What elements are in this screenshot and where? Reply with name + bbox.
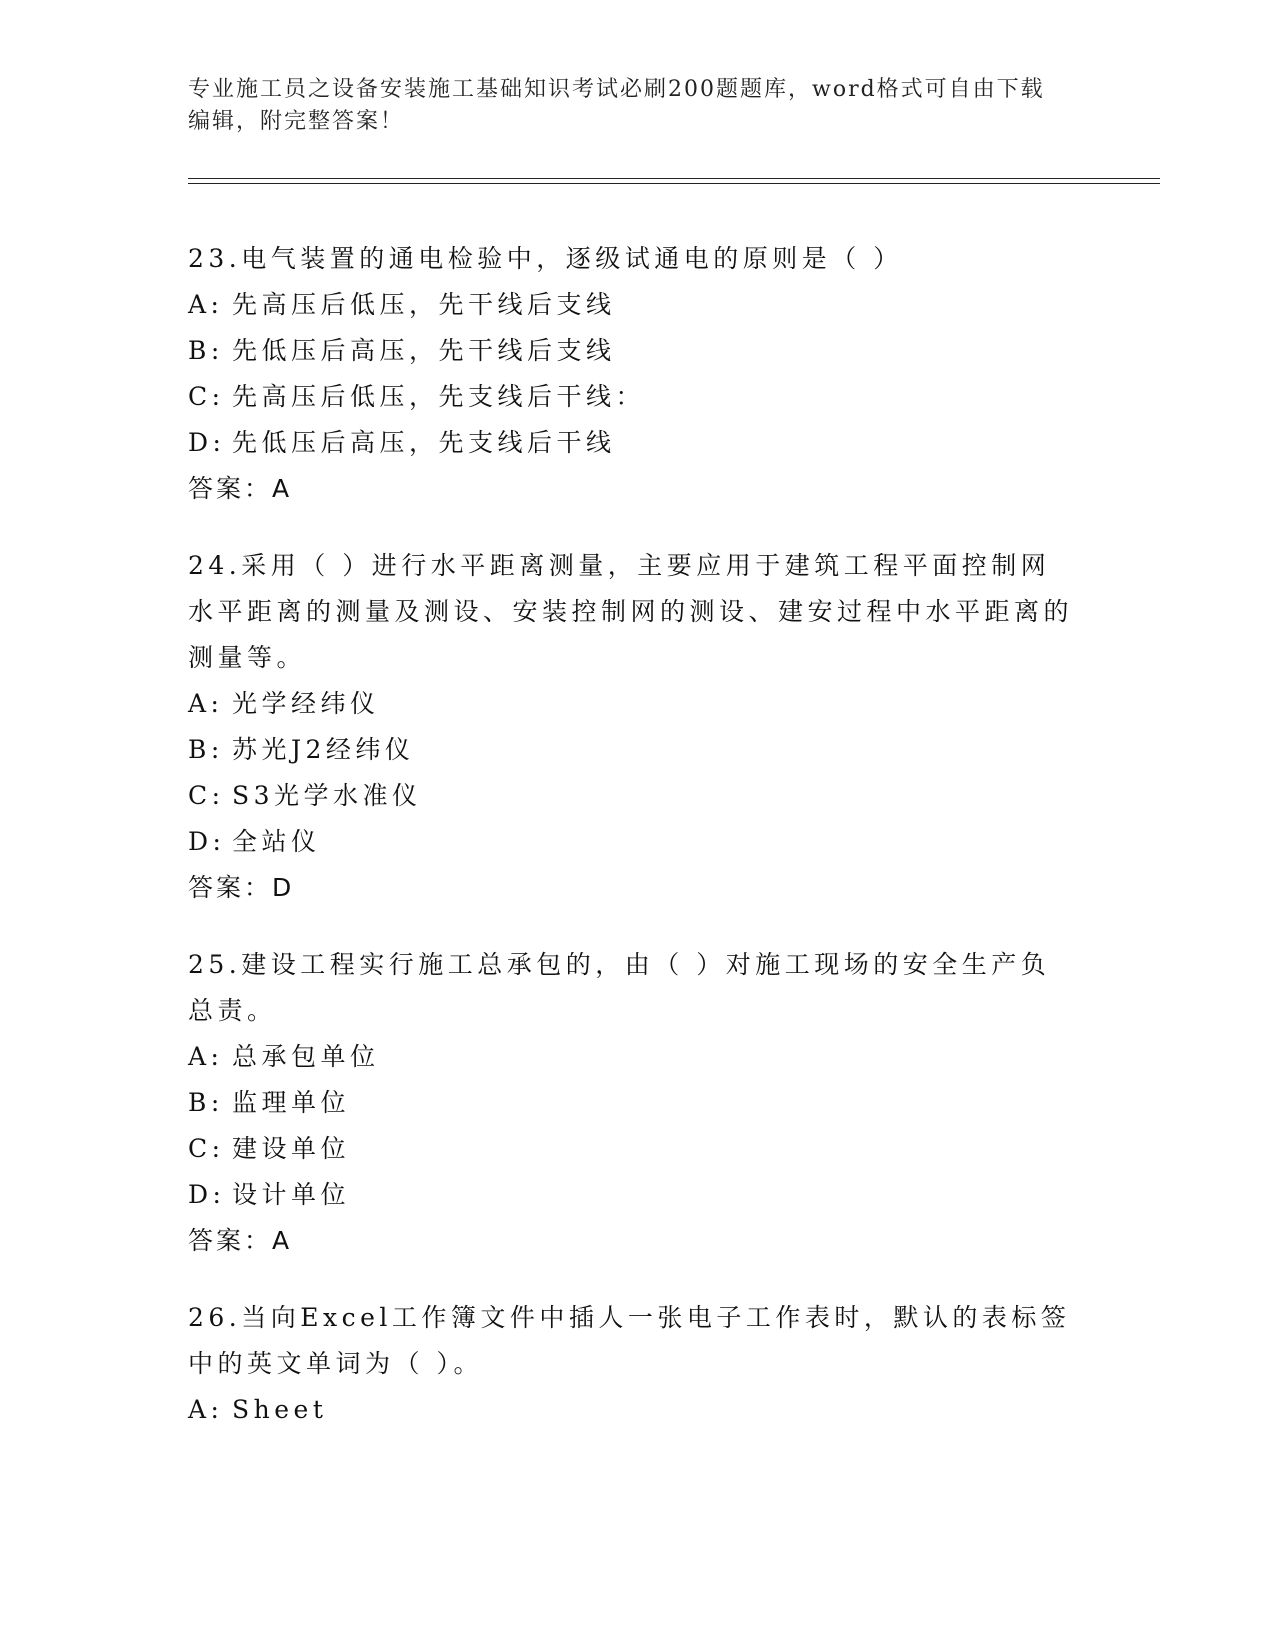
answer-value: D bbox=[272, 873, 294, 902]
question-26 bbox=[188, 1295, 1078, 1433]
option-text: 总承包单位 bbox=[232, 1042, 380, 1071]
option-letter: C: bbox=[188, 781, 225, 810]
option-text: 设计单位 bbox=[232, 1180, 351, 1209]
option-letter: A: bbox=[188, 1042, 224, 1071]
option-d bbox=[188, 819, 1078, 865]
option-b bbox=[188, 727, 1078, 773]
page-header-title: 专业施工员之设备安装施工基础知识考试必刷200题题库，word格式可自由下载编辑，附完整答案！ bbox=[188, 77, 1045, 134]
option-letter: B: bbox=[188, 735, 224, 764]
option-a bbox=[188, 1387, 1078, 1433]
option-letter: C: bbox=[188, 382, 225, 411]
option-letter: C: bbox=[188, 1134, 225, 1163]
answer-line bbox=[188, 466, 1078, 512]
option-letter: B: bbox=[188, 1088, 224, 1117]
option-text: 建设单位 bbox=[232, 1134, 351, 1163]
question-stem: 23.电气装置的通电检验中，逐级试通电的原则是（ ） bbox=[188, 244, 903, 273]
question-stem: 26.当向Excel工作簿文件中插人一张电子工作表时，默认的表标签中的英文单词为（ ）。 bbox=[188, 1303, 1071, 1378]
option-text: 先低压后高压，先干线后支线 bbox=[232, 336, 616, 365]
option-letter: D: bbox=[188, 827, 226, 856]
option-a bbox=[188, 282, 1078, 328]
option-letter: D: bbox=[188, 428, 226, 457]
option-a bbox=[188, 1034, 1078, 1080]
option-b bbox=[188, 328, 1078, 374]
option-letter: A: bbox=[188, 689, 224, 718]
option-c bbox=[188, 773, 1078, 819]
question-25 bbox=[188, 942, 1078, 1264]
option-letter: A: bbox=[188, 290, 224, 319]
question-stem: 24.采用（ ）进行水平距离测量，主要应用于建筑工程平面控制网水平距离的测量及测设、安装控制网的测设、建安过程中水平距离的测量等。 bbox=[188, 551, 1074, 672]
option-text: 全站仪 bbox=[232, 827, 321, 856]
answer-value: A bbox=[272, 474, 292, 503]
option-a bbox=[188, 681, 1078, 727]
header-divider-top bbox=[188, 178, 1160, 179]
option-letter: D: bbox=[188, 1180, 226, 1209]
option-d bbox=[188, 1172, 1078, 1218]
option-text: 先高压后低压，先干线后支线 bbox=[232, 290, 616, 319]
answer-label: 答案： bbox=[188, 1226, 273, 1255]
answer-label: 答案： bbox=[188, 873, 273, 902]
option-c bbox=[188, 374, 1078, 420]
option-text: S3光学水准仪 bbox=[232, 781, 422, 810]
question-stem: 25.建设工程实行施工总承包的，由（ ）对施工现场的安全生产负总责。 bbox=[188, 950, 1051, 1025]
answer-line bbox=[188, 865, 1078, 911]
question-24 bbox=[188, 543, 1078, 911]
option-b bbox=[188, 1080, 1078, 1126]
answer-label: 答案： bbox=[188, 474, 273, 503]
option-letter: A: bbox=[188, 1395, 224, 1424]
option-text: 监理单位 bbox=[232, 1088, 351, 1117]
header-divider-bottom bbox=[188, 183, 1160, 184]
question-23 bbox=[188, 236, 1078, 512]
option-text: Sheet bbox=[232, 1395, 328, 1424]
option-text: 光学经纬仪 bbox=[232, 689, 380, 718]
answer-line bbox=[188, 1218, 1078, 1264]
option-text: 先低压后高压，先支线后干线 bbox=[232, 428, 616, 457]
option-d bbox=[188, 420, 1078, 466]
question-list bbox=[188, 236, 1078, 1464]
option-letter: B: bbox=[188, 336, 224, 365]
answer-value: A bbox=[272, 1226, 292, 1255]
option-text: 苏光J2经纬仪 bbox=[232, 735, 415, 764]
option-text: 先高压后低压，先支线后干线： bbox=[232, 382, 646, 411]
option-c bbox=[188, 1126, 1078, 1172]
